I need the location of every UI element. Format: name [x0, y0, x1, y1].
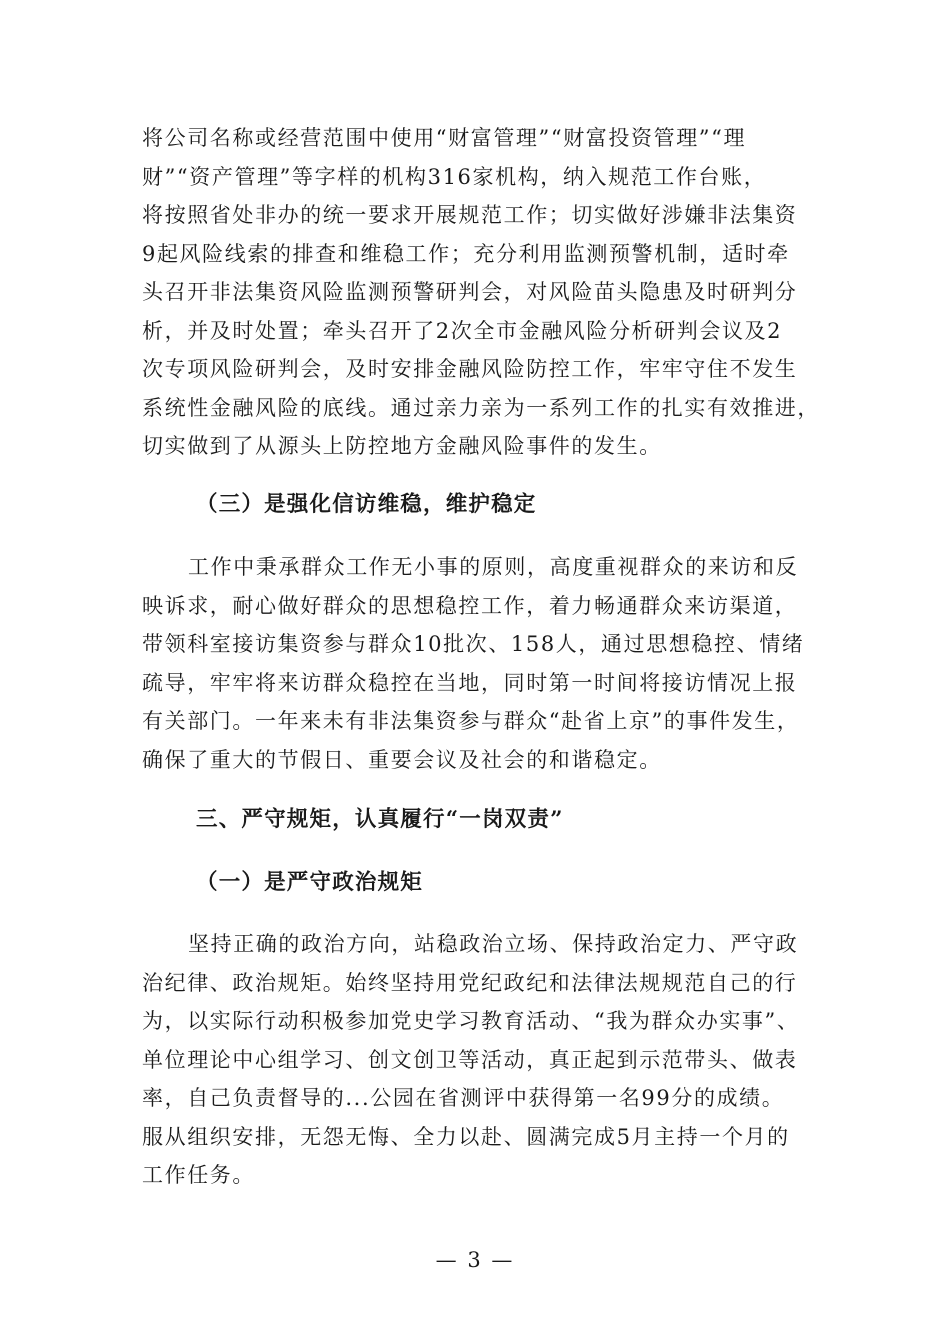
text-line: 工作中秉承群众工作无小事的原则，高度重视群众的来访和反	[188, 555, 799, 579]
paragraph-political-rules	[142, 925, 820, 1195]
text-line: 财”“资产管理”等字样的机构316家机构，纳入规范工作台账，	[142, 164, 767, 189]
text-line: 治纪律、政治规矩。始终坚持用党纪政纪和法律法规规范自己的行	[142, 970, 798, 995]
section-subheading-political-rules: （一）是严守政治规矩	[196, 870, 424, 895]
text-line: 系统性金融风险的底线。通过亲力亲为一系列工作的扎实有效推进，	[142, 395, 820, 420]
page-number: — 3 —	[435, 1248, 515, 1272]
text-line: 映诉求，耐心做好群众的思想稳控工作，着力畅通群众来访渠道，	[142, 593, 798, 618]
text-line: 率，自己负责督导的...公园在省测评中获得第一名99分的成绩。	[142, 1086, 785, 1110]
text-line: 服从组织安排，无怨无悔、全力以赴、圆满完成5月主持一个月的	[142, 1124, 790, 1149]
text-line: 有关部门。一年来未有非法集资参与群众“赴省上京”的事件发生，	[142, 709, 800, 733]
paragraph-risk-control	[142, 119, 820, 466]
text-line: 确保了重大的节假日、重要会议及社会的和谐稳定。	[142, 747, 662, 772]
text-line: 坚持正确的政治方向，站稳政治立场、保持政治定力、严守政	[188, 932, 799, 956]
text-line: 带领科室接访集资参与群众10批次、158人，通过思想稳控、情绪	[142, 632, 805, 656]
text-line: 将公司名称或经营范围中使用“财富管理”“财富投资管理”“理	[142, 126, 747, 150]
section-subheading-petition: （三）是强化信访维稳，维护稳定	[196, 492, 537, 517]
text-line: 将按照省处非办的统一要求开展规范工作；切实做好涉嫌非法集资	[142, 203, 798, 227]
text-line: 头召开非法集资风险监测预警研判会，对风险苗头隐患及时研判分	[142, 280, 798, 304]
section-heading-discipline: 三、严守规矩，认真履行“一岗双责”	[196, 807, 564, 832]
paragraph-petition-work	[142, 548, 820, 779]
text-line: 为，以实际行动积极参加党史学习教育活动、“我为群众办实事”、	[142, 1009, 800, 1033]
text-line: 9起风险线索的排查和维稳工作；充分利用监测预警机制，适时牵	[142, 241, 790, 266]
text-line: 切实做到了从源头上防控地方金融风险事件的发生。	[142, 434, 662, 458]
text-line: 单位理论中心组学习、创文创卫等活动，真正起到示范带头、做表	[142, 1047, 798, 1072]
text-line: 析，并及时处置；牵头召开了2次全市金融风险分析研判会议及2	[142, 318, 783, 343]
text-line: 疏导，牢牢将来访群众稳控在当地，同时第一时间将接访情况上报	[142, 670, 798, 695]
text-line: 次专项风险研判会，及时安排金融风险防控工作，牢牢守住不发生	[142, 357, 798, 381]
text-line: 工作任务。	[142, 1163, 255, 1187]
